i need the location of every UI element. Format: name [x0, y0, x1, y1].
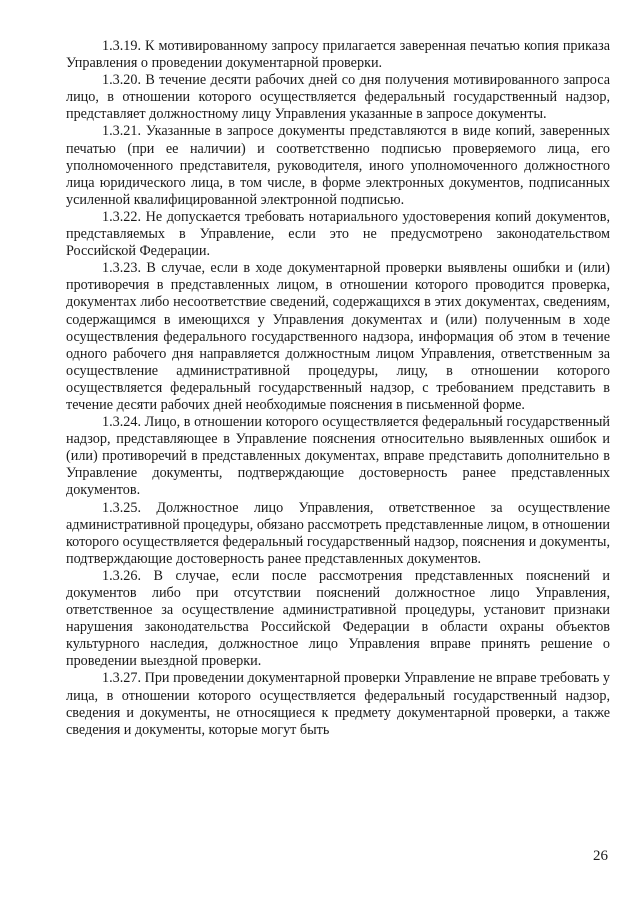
page-number: 26 [593, 848, 608, 864]
paragraph-1-3-20: 1.3.20. В течение десяти рабочих дней со дня получения мотивированного запроса лицо, в отношении которого осуществляется федеральный государственный надзор, представляет должностному лицу Управления указанные в запросе документы. [66, 72, 610, 123]
paragraph-1-3-19: 1.3.19. К мотивированному запросу прилагается заверенная печатью копия приказа Управления о проведении документарной проверки. [66, 38, 610, 72]
paragraph-1-3-26: 1.3.26. В случае, если после рассмотрения представленных пояснений и документов либо при отсутствии пояснений должностное лицо Управления, ответственное за осуществление административной процедуры, установит признаки нарушения законодательства Российской Федерации в области охраны объектов культурного наследия, должностное лицо Управления вправе принять решение о проведении выездной проверки. [66, 567, 610, 670]
paragraph-1-3-23: 1.3.23. В случае, если в ходе документарной проверки выявлены ошибки и (или) противоречия в представленных лицом, в отношении которого проводится проверка, документах либо несоответствие сведений, содержащихся в этих документах, сведениям, содержащимся в имеющихся у Управления документах и (или) полученным в ходе осуществления федерального государственного надзора, информация об этом в течение одного рабочего дня направляется должностным лицом Управления, ответственным за осуществление административной процедуры, лицу, в отношении которого осуществляется федеральный государственный надзор, с требованием представить в течение десяти рабочих дней необходимые пояснения в письменной форме. [66, 260, 610, 413]
paragraph-1-3-22: 1.3.22. Не допускается требовать нотариального удостоверения копий документов, представляемых в Управление, если это не предусмотрено законодательством Российской Федерации. [66, 208, 610, 260]
paragraph-1-3-25: 1.3.25. Должностное лицо Управления, ответственное за осуществление административной процедуры, обязано рассмотреть представленные лицом, в отношении которого осуществляется федеральный государственный надзор, пояснения и документы, подтверждающие достоверность ранее представленных документов. [66, 499, 610, 567]
paragraph-1-3-27: 1.3.27. При проведении документарной проверки Управление не вправе требовать у лица, в отношении которого осуществляется федеральный государственный надзор, сведения и документы, не относящиеся к предмету документарной проверки, а также сведения и документы, которые могут быть [66, 670, 610, 738]
paragraph-1-3-24: 1.3.24. Лицо, в отношении которого осуществляется федеральный государственный надзор, представляющее в Управление пояснения относительно выявленных ошибок и (или) противоречий в представленных документах, вправе представить дополнительно в Управление документы, подтверждающие достоверность ранее представленных документов. [66, 414, 610, 499]
paragraph-1-3-21: 1.3.21. Указанные в запросе документы представляются в виде копий, заверенных печатью (при ее наличии) и соответственно подписью проверяемого лица, его уполномоченного представителя, руководителя, иного уполномоченного должностного лица юридического лица, в том числе, в форме электронных документов, подписанных усиленной квалифицированной электронной подписью. [66, 123, 610, 208]
document-body [66, 38, 610, 739]
